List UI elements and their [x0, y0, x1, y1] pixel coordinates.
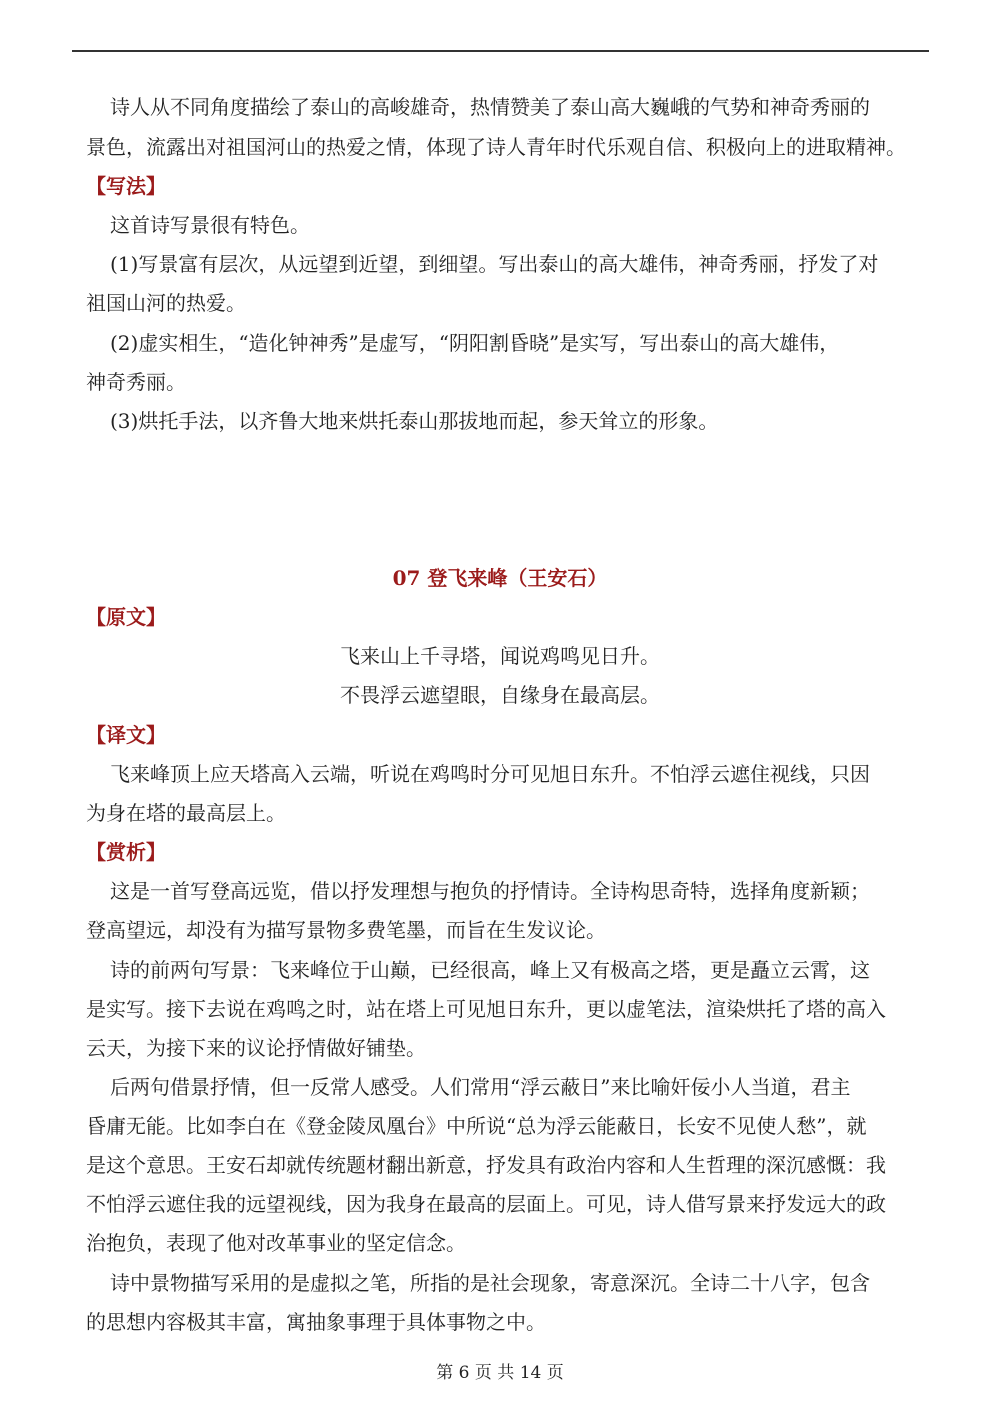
paragraph-line: 昏庸无能。比如李白在《登金陵凤凰台》中所说“总为浮云能蔽日，长安不见使人愁”，就 — [86, 1114, 867, 1138]
paragraph-line: 这是一首写登高远览，借以抒发理想与抱负的抒情诗。全诗构思奇特，选择角度新颖； — [110, 879, 870, 903]
paragraph-line: 治抱负，表现了他对改革事业的坚定信念。 — [86, 1231, 466, 1255]
paragraph-line: 飞来峰顶上应天塔高入云端，听说在鸡鸣时分可见旭日东升。不怕浮云遮住视线，只因 — [110, 762, 870, 786]
heading-xiefa: 【写法】 — [86, 174, 166, 198]
paragraph-line: 诗中景物描写采用的是虚拟之笔，所指的是社会现象，寄意深沉。全诗二十八字，包含 — [110, 1271, 870, 1295]
paragraph-line: 云天，为接下来的议论抒情做好铺垫。 — [86, 1036, 426, 1060]
paragraph-line: (1)写景富有层次，从远望到近望，到细望。写出泰山的高大雄伟，神奇秀丽，抒发了对 — [110, 252, 879, 276]
poem-line: 飞来山上千寻塔，闻说鸡鸣见日升。 — [340, 644, 660, 668]
paragraph-line: 神奇秀丽。 — [86, 370, 186, 394]
page-number: 第 6 页 共 14 页 — [436, 1363, 564, 1383]
header-rule — [72, 50, 929, 52]
paragraph-line: (3)烘托手法，以齐鲁大地来烘托泰山那拔地而起，参天耸立的形象。 — [110, 409, 719, 433]
paragraph-line: 诗人从不同角度描绘了泰山的高峻雄奇，热情赞美了泰山高大巍峨的气势和神奇秀丽的 — [110, 95, 870, 119]
paragraph-line: 的思想内容极其丰富，寓抽象事理于具体事物之中。 — [86, 1310, 546, 1334]
heading-shangxi: 【赏析】 — [86, 840, 166, 864]
paragraph-line: 诗的前两句写景：飞来峰位于山巅，已经很高，峰上又有极高之塔，更是矗立云霄，这 — [110, 958, 870, 982]
paragraph-line: 这首诗写景很有特色。 — [110, 213, 310, 237]
poem-title: 07 登飞来峰（王安石） — [392, 566, 608, 590]
paragraph-line: 景色，流露出对祖国河山的热爱之情，体现了诗人青年时代乐观自信、积极向上的进取精神。 — [86, 135, 906, 159]
paragraph-line: (2)虚实相生，“造化钟神秀”是虚写，“阴阳割昏晓”是实写，写出泰山的高大雄伟， — [110, 331, 840, 355]
paragraph-line: 是这个意思。王安石却就传统题材翻出新意，抒发具有政治内容和人生哲理的深沉感慨：我 — [86, 1153, 886, 1177]
paragraph-line: 不怕浮云遮住我的远望视线，因为我身在最高的层面上。可见，诗人借写景来抒发远大的政 — [86, 1192, 886, 1216]
paragraph-line: 为身在塔的最高层上。 — [86, 801, 286, 825]
heading-yuanwen: 【原文】 — [86, 605, 166, 629]
paragraph-line: 后两句借景抒情，但一反常人感受。人们常用“浮云蔽日”来比喻奸佞小人当道，君主 — [110, 1075, 851, 1099]
paragraph-line: 祖国山河的热爱。 — [86, 291, 246, 315]
heading-yiwen: 【译文】 — [86, 723, 166, 747]
poem-line: 不畏浮云遮望眼，自缘身在最高层。 — [340, 683, 660, 707]
paragraph-line: 登高望远，却没有为描写景物多费笔墨，而旨在生发议论。 — [86, 918, 606, 942]
paragraph-line: 是实写。接下去说在鸡鸣之时，站在塔上可见旭日东升，更以虚笔法，渲染烘托了塔的高入 — [86, 997, 886, 1021]
